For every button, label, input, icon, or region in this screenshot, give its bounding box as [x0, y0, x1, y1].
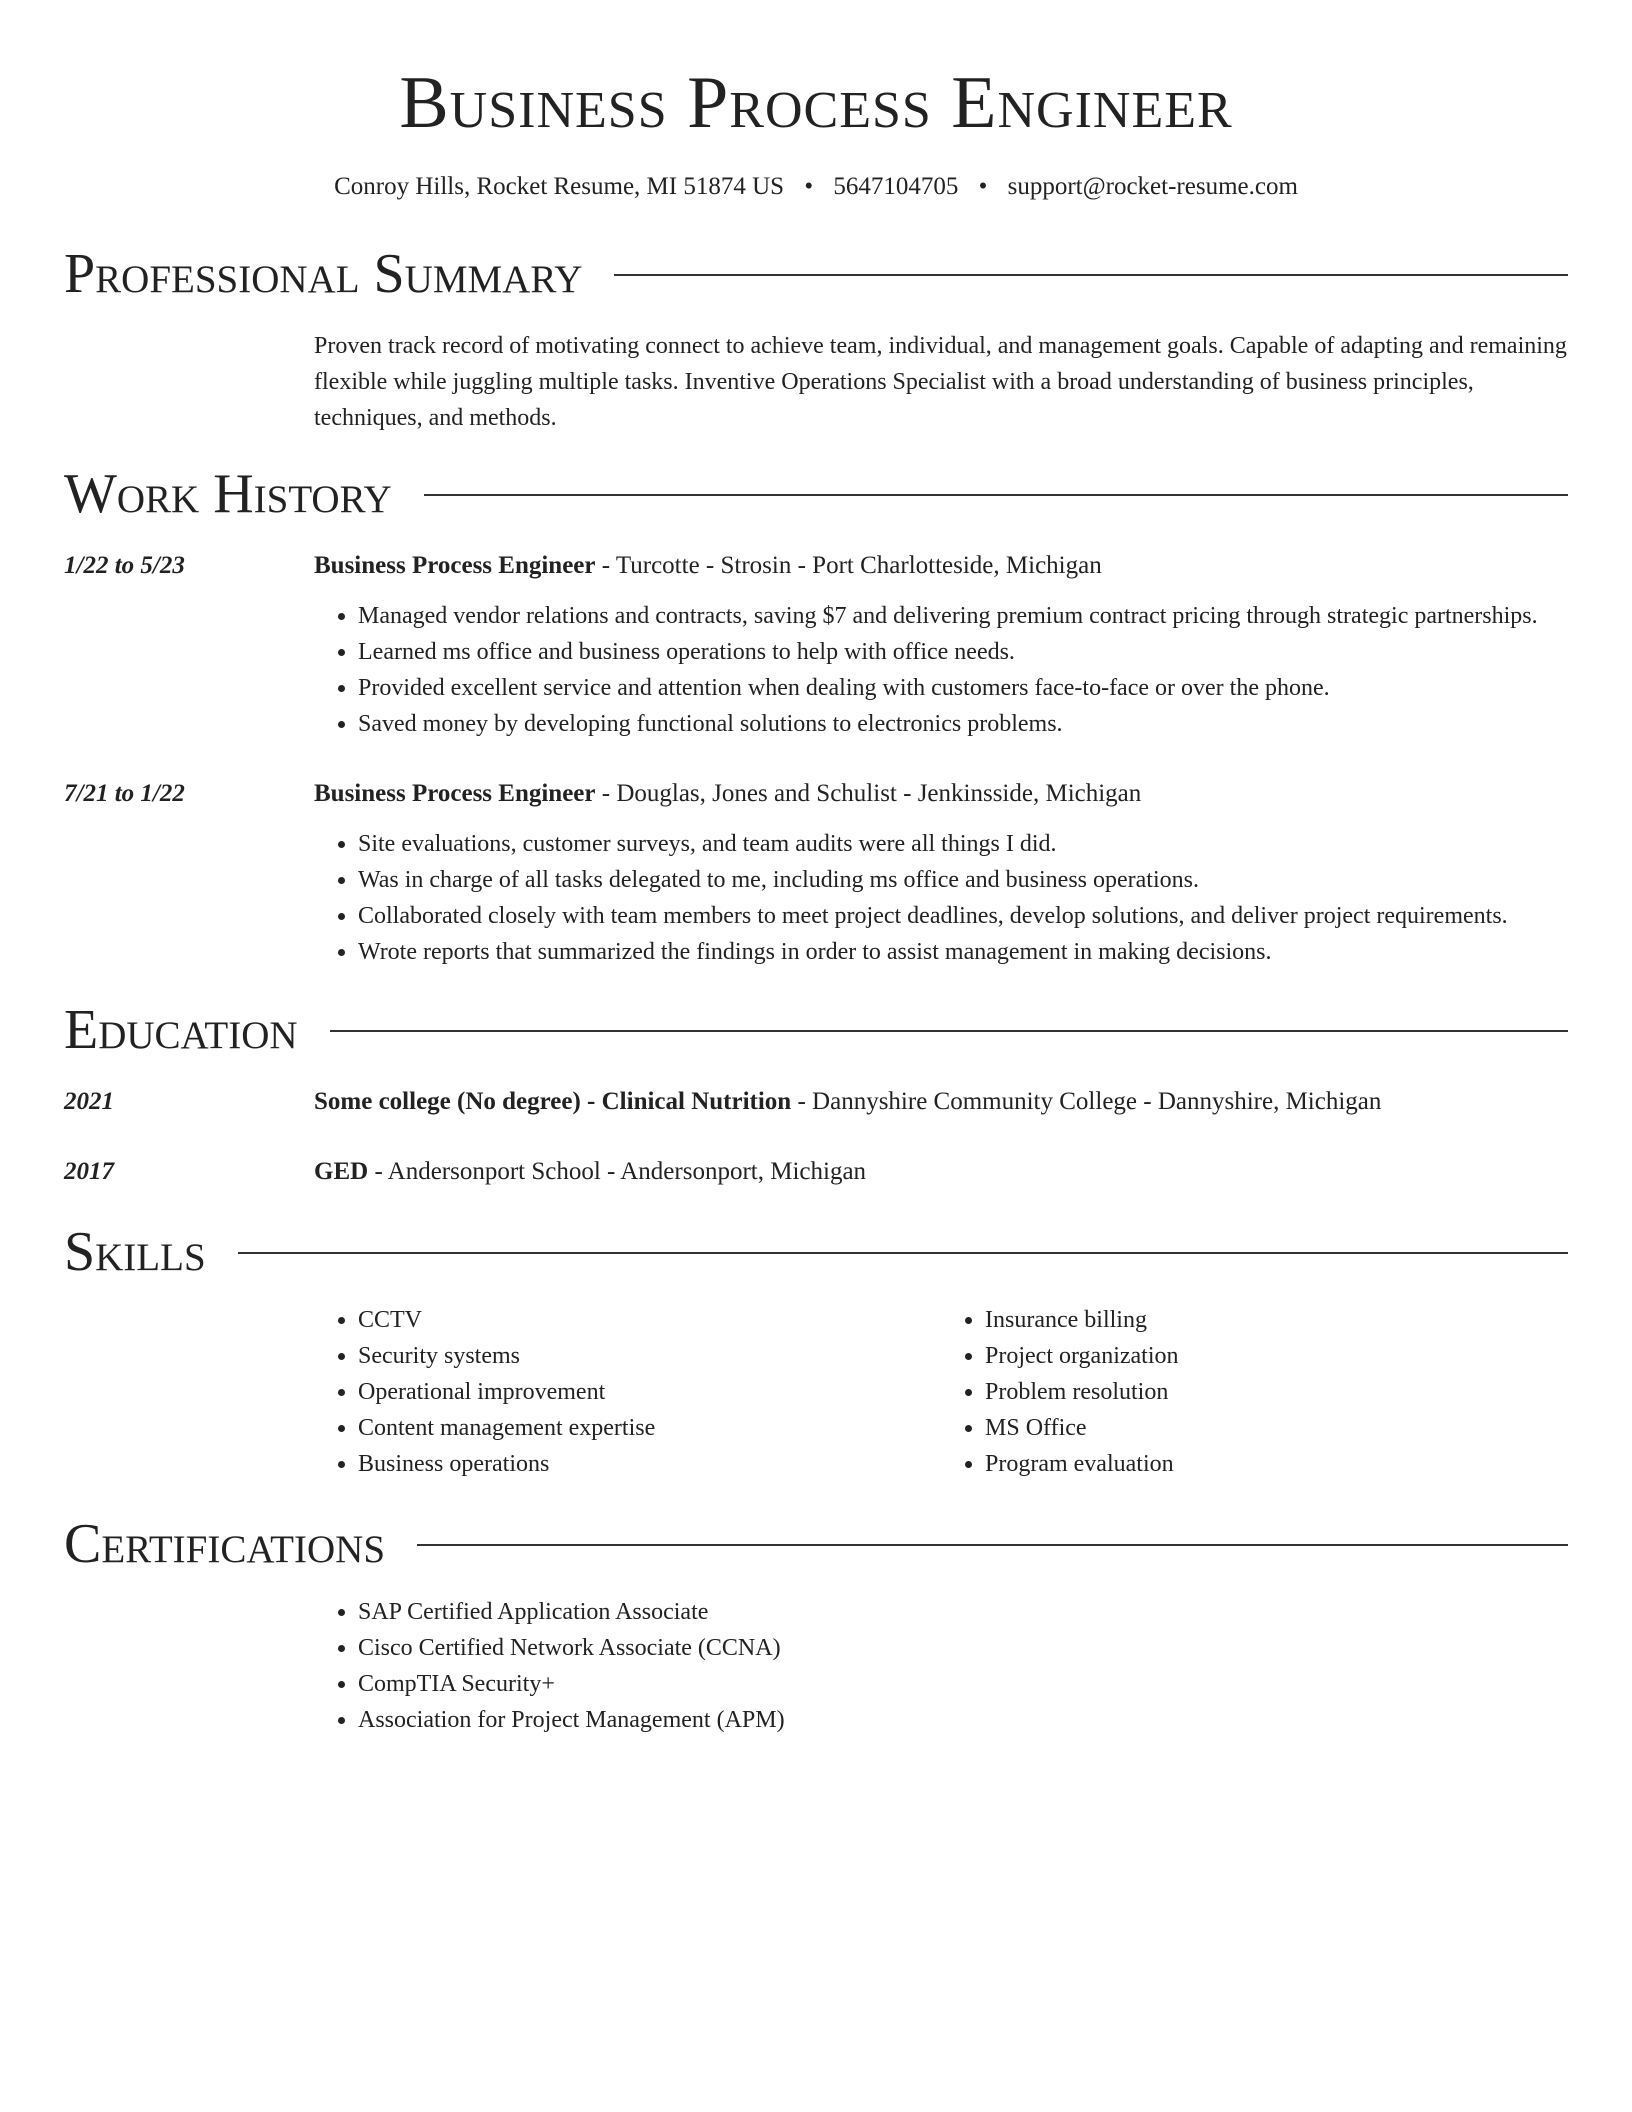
section-title: Skills	[64, 1221, 206, 1283]
contact-phone: 5647104705	[833, 173, 959, 200]
list-item: • SAP Certified Application Associate	[358, 1594, 1568, 1630]
education-year: 2017	[64, 1158, 114, 1185]
list-item: • Learned ms office and business operations to help with office needs.	[358, 634, 1568, 670]
list-item: • MS Office	[985, 1410, 1568, 1446]
list-item: • CompTIA Security+	[358, 1666, 1568, 1702]
contact-separator: •	[978, 173, 988, 200]
job-bullets-wrap	[64, 826, 1568, 970]
skills-list	[941, 1302, 1568, 1482]
work-history-section	[64, 462, 1568, 970]
job-details: - Turcotte - Strosin - Port Charlotteside, Michigan	[595, 552, 1102, 579]
list-item: • Site evaluations, customer surveys, and team audits were all things I did.	[358, 826, 1568, 862]
list-item: • Collaborated closely with team members to meet project deadlines, develop solutions, and deliver project requirements.	[358, 898, 1568, 934]
list-item: • Operational improvement	[358, 1374, 941, 1410]
list-item: • Was in charge of all tasks delegated to me, including ms office and business operations.	[358, 862, 1568, 898]
contact-address: Conroy Hills, Rocket Resume, MI 51874 US	[334, 173, 785, 200]
job-title: Business Process Engineer	[314, 780, 596, 807]
list-item: • Content management expertise	[358, 1410, 941, 1446]
education-details: - Andersonport School - Andersonport, Michigan	[368, 1158, 867, 1185]
education-info	[314, 1084, 1568, 1120]
job-entry	[64, 776, 1568, 970]
list-item: • Saved money by developing functional solutions to electronics problems.	[358, 706, 1568, 742]
section-title: Work History	[64, 463, 392, 525]
summary-section	[64, 242, 1568, 436]
list-item: • Managed vendor relations and contracts, saving $7 and delivering premium contract pricing through strategic partnerships.	[358, 598, 1568, 634]
list-item: • Program evaluation	[985, 1446, 1568, 1482]
section-divider	[614, 274, 1568, 276]
job-dates: 7/21 to 1/22	[64, 780, 185, 807]
list-item: • Insurance billing	[985, 1302, 1568, 1338]
section-title: Certifications	[64, 1513, 386, 1575]
education-entry	[64, 1154, 1568, 1190]
certifications-heading	[64, 1512, 1568, 1576]
job-entry	[64, 548, 1568, 742]
section-title: Professional Summary	[64, 243, 583, 305]
job-bullets-wrap	[64, 598, 1568, 742]
list-item: • Wrote reports that summarized the findings in order to assist management in making decisions.	[358, 934, 1568, 970]
resume-name: Business Process Engineer	[399, 62, 1233, 144]
education-degree: Some college (No degree) - Clinical Nutrition	[314, 1088, 792, 1115]
work-history-heading	[64, 462, 1568, 526]
skills-heading	[64, 1220, 1568, 1284]
list-item: • Problem resolution	[985, 1374, 1568, 1410]
education-section	[64, 998, 1568, 1190]
list-item: • CCTV	[358, 1302, 941, 1338]
summary-heading	[64, 242, 1568, 306]
list-item: • Provided excellent service and attention when dealing with customers face-to-face or over the phone.	[358, 670, 1568, 706]
job-details: - Douglas, Jones and Schulist - Jenkinsside, Michigan	[595, 780, 1142, 807]
education-details: - Dannyshire Community College - Dannyshire, Michigan	[791, 1088, 1382, 1115]
education-year: 2021	[64, 1088, 114, 1115]
list-item: • Cisco Certified Network Associate (CCNA)	[358, 1630, 1568, 1666]
list-item: • Business operations	[358, 1446, 941, 1482]
skills-column-left	[314, 1302, 941, 1482]
job-info	[314, 776, 1568, 812]
section-divider	[330, 1030, 1568, 1032]
summary-text: Proven track record of motivating connect to achieve team, individual, and management goals. Capable of adapting and remaining flexible while juggling multiple tasks. Inventive Operations Specialist with a broad understanding of business principles, techniques, and methods.	[314, 333, 1567, 431]
job-bullets	[314, 598, 1568, 742]
skills-list	[314, 1302, 941, 1482]
section-divider	[238, 1252, 1568, 1254]
skills-section	[64, 1220, 1568, 1482]
job-dates: 1/22 to 5/23	[64, 552, 185, 579]
section-divider	[417, 1544, 1568, 1546]
list-item: • Association for Project Management (APM)	[358, 1702, 1568, 1738]
contact-line	[64, 170, 1568, 204]
section-divider	[424, 494, 1568, 496]
job-header	[64, 776, 1568, 812]
certifications-list-wrap	[64, 1594, 1568, 1738]
certifications-section	[64, 1512, 1568, 1738]
job-info	[314, 548, 1568, 584]
certifications-list	[314, 1594, 1568, 1738]
contact-email: support@rocket-resume.com	[1007, 173, 1298, 200]
job-title: Business Process Engineer	[314, 552, 596, 579]
job-bullets	[314, 826, 1568, 970]
list-item: • Security systems	[358, 1338, 941, 1374]
contact-separator: •	[804, 173, 814, 200]
education-degree: GED	[314, 1158, 369, 1185]
education-info	[314, 1154, 1568, 1190]
skills-columns	[64, 1302, 1568, 1482]
skills-column-right	[941, 1302, 1568, 1482]
job-header	[64, 548, 1568, 584]
list-item: • Project organization	[985, 1338, 1568, 1374]
education-entry	[64, 1084, 1568, 1120]
education-heading	[64, 998, 1568, 1062]
section-title: Education	[64, 999, 298, 1061]
